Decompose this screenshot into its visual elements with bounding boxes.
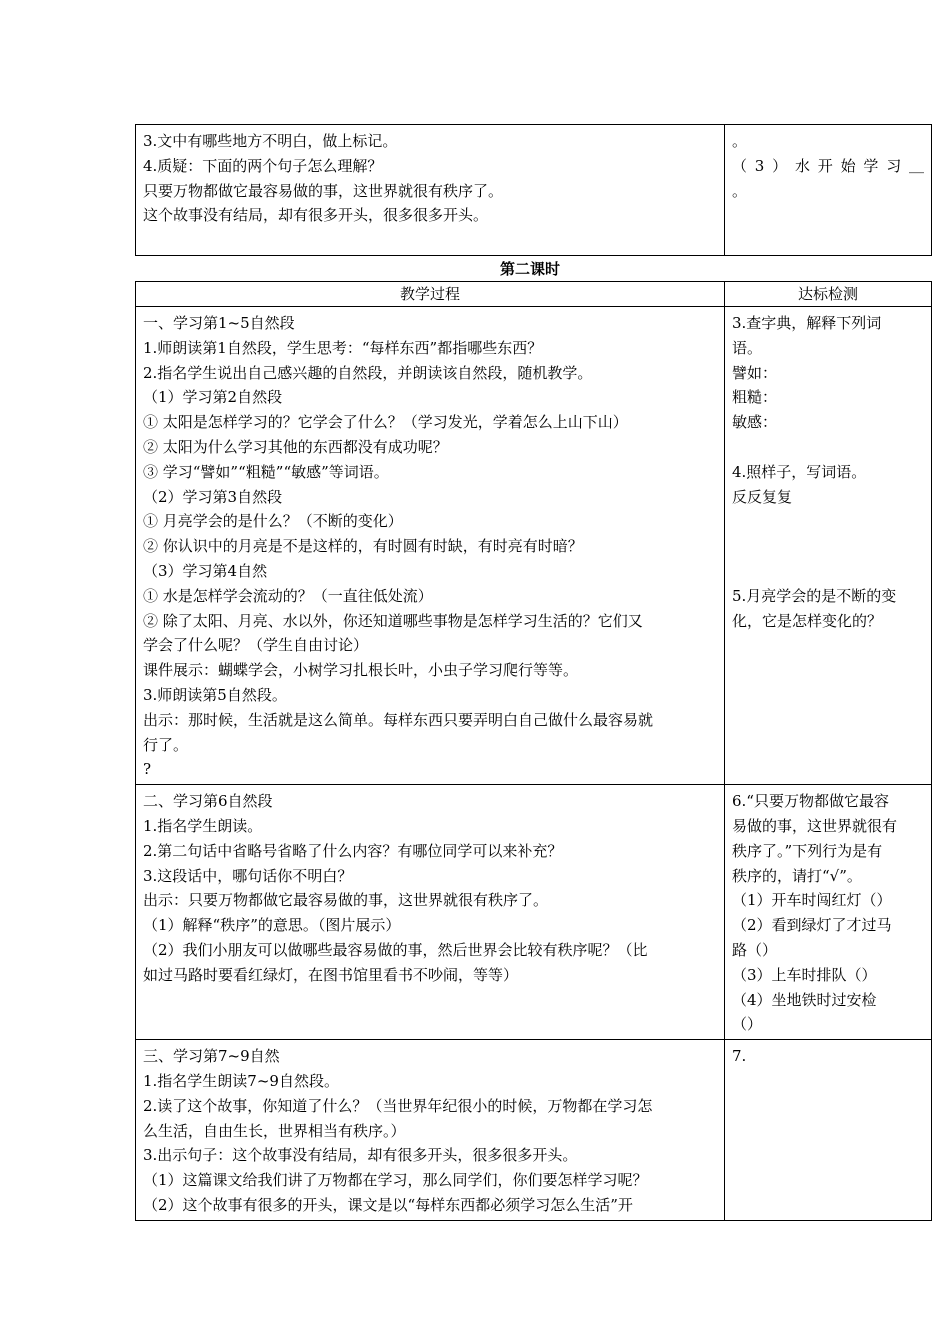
text-line: 秩序的，请打“√”。 (732, 866, 862, 885)
text-line: 2.第二句话中省略号省略了什么内容？有哪位同学可以来补充？ (143, 841, 563, 860)
row3-right (725, 1040, 932, 1221)
top-left-cell (136, 125, 725, 256)
text-line: 2.指名学生说出自己感兴趣的自然段，并朗读该自然段，随机教学。 (143, 363, 593, 382)
text-line: 1.指名学生朗读7~9自然段。 (143, 1071, 339, 1090)
text-line: 只要万物都做它最容易做的事，这世界就很有秩序了。 (143, 181, 504, 200)
text-line: 路（） (732, 940, 778, 959)
text-line: ? (143, 760, 152, 779)
row3-left (136, 1040, 725, 1221)
text-line: 敏感： (732, 413, 778, 432)
text-line: 出示：只要万物都做它最容易做的事，这世界就很有秩序了。 (143, 891, 549, 910)
text-line: （） (732, 1015, 763, 1034)
text-line: ① 水是怎样学会流动的？（一直往低处流） (143, 586, 433, 605)
text-line: （2）看到绿灯了才过马 (732, 916, 892, 935)
top-table (135, 124, 932, 256)
text-line: 3.师朗读第5自然段。 (143, 685, 287, 704)
text-line: 4.照样子，写词语。 (732, 462, 867, 481)
text-line: 4.质疑：下面的两个句子怎么理解？ (143, 156, 383, 175)
blank-line (732, 534, 924, 559)
text-line: 学会了什么呢？（学生自由讨论） (143, 636, 369, 655)
text-line: （1）这篇课文给我们讲了万物都在学习，那么同学们，你们要怎样学习呢？ (143, 1171, 648, 1190)
text-line: 秩序了。”下列行为是有 (732, 841, 883, 860)
text-line: 反反复复 (732, 487, 793, 506)
lesson-table (135, 281, 932, 1221)
text-line: （2）学习第3自然段 (143, 487, 283, 506)
text-line: 行了。 (143, 735, 189, 754)
text-line: 三、学习第7~9自然 (143, 1047, 280, 1066)
text-line: 如过马路时要看红绿灯，在图书馆里看书不吵闹，等等） (143, 965, 519, 984)
text-line: 3.这段话中，哪句话你不明白？ (143, 866, 353, 885)
text-line: 1.指名学生朗读。 (143, 816, 263, 835)
blank-line (732, 509, 924, 534)
text-line: 7. (732, 1047, 747, 1066)
header-check: 达标检测 (725, 282, 932, 307)
top-right-cell (725, 125, 932, 256)
text-line: 易做的事，这世界就很有 (732, 816, 898, 835)
text-line: 化，它是怎样变化的？ (732, 611, 883, 630)
row1-left (136, 307, 725, 785)
text-line: ② 你认识中的月亮是不是这样的，有时圆有时缺，有时亮有时暗？ (143, 537, 583, 556)
text-line: （2）我们小朋友可以做哪些最容易做的事，然后世界会比较有秩序呢？（比 (143, 940, 648, 959)
text-line: （3）上车时排队（） (732, 965, 877, 984)
text-line: 粗糙： (732, 388, 778, 407)
row2-left (136, 785, 725, 1040)
text-line: ② 除了太阳、月亮、水以外，你还知道哪些事物是怎样学习生活的？它们又 (143, 611, 643, 630)
text-line: （1）解释“秩序”的意思。（图片展示） (143, 916, 401, 935)
text-line: （1）学习第2自然段 (143, 388, 283, 407)
text-line: 。 (732, 181, 748, 200)
text-line: 么生活，自由生长，世界相当有秩序。） (143, 1121, 406, 1140)
text-line: （3）学习第4自然 (143, 561, 268, 580)
text-line: ① 月亮学会的是什么？（不断的变化） (143, 512, 403, 531)
text-line: ③ 学习“譬如”“粗糙”“敏感”等词语。 (143, 462, 389, 481)
text-line: 。 (732, 132, 748, 150)
text-line: 2.读了这个故事，你知道了什么？（当世界年纪很小的时候，万物都在学习怎 (143, 1096, 653, 1115)
text-line: ① 太阳是怎样学习的？它学会了什么？（学习发光，学着怎么上山下山） (143, 413, 628, 432)
text-line: 二、学习第6自然段 (143, 792, 273, 811)
text-line: （2）这个故事有很多的开头，课文是以“每样东西都必须学习怎么生活”开 (143, 1195, 633, 1214)
text-line: 譬如： (732, 363, 778, 382)
text-line: 1.师朗读第1自然段，学生思考：“每样东西”都指哪些东西？ (143, 338, 543, 357)
text-line: （4）坐地铁时过安检 (732, 990, 877, 1009)
text-line: 5.月亮学会的是不断的变 (732, 586, 897, 605)
text-line: （1）开车时闯红灯（） (732, 891, 892, 910)
row1-right (725, 307, 932, 785)
text-line: 3.文中有哪些地方不明白，做上标记。 (143, 132, 398, 150)
blank-line (732, 559, 924, 584)
text-line: 3.查字典，解释下列词 (732, 314, 882, 332)
text-line: （3）水开始学习＿ (732, 156, 924, 175)
text-line: 语。 (732, 338, 763, 357)
text-line: 这个故事没有结局，却有很多开头，很多很多开头。 (143, 206, 489, 225)
text-line: 课件展示：蝴蝶学会，小树学习扎根长叶，小虫子学习爬行等等。 (143, 661, 579, 680)
blank-line (732, 435, 924, 460)
text-line: ② 太阳为什么学习其他的东西都没有成功呢？ (143, 437, 448, 456)
section-title: 第二课时 (499, 260, 560, 278)
header-process: 教学过程 (136, 282, 725, 307)
text-line: 3.出示句子：这个故事没有结局，却有很多开头，很多很多开头。 (143, 1146, 578, 1165)
text-line: 出示：那时候，生活就是这么简单。每样东西只要弄明白自己做什么最容易就 (143, 710, 654, 729)
text-line: 6.“只要万物都做它最容 (732, 792, 889, 811)
text-line: 一、学习第1~5自然段 (143, 314, 295, 332)
row2-right (725, 785, 932, 1040)
